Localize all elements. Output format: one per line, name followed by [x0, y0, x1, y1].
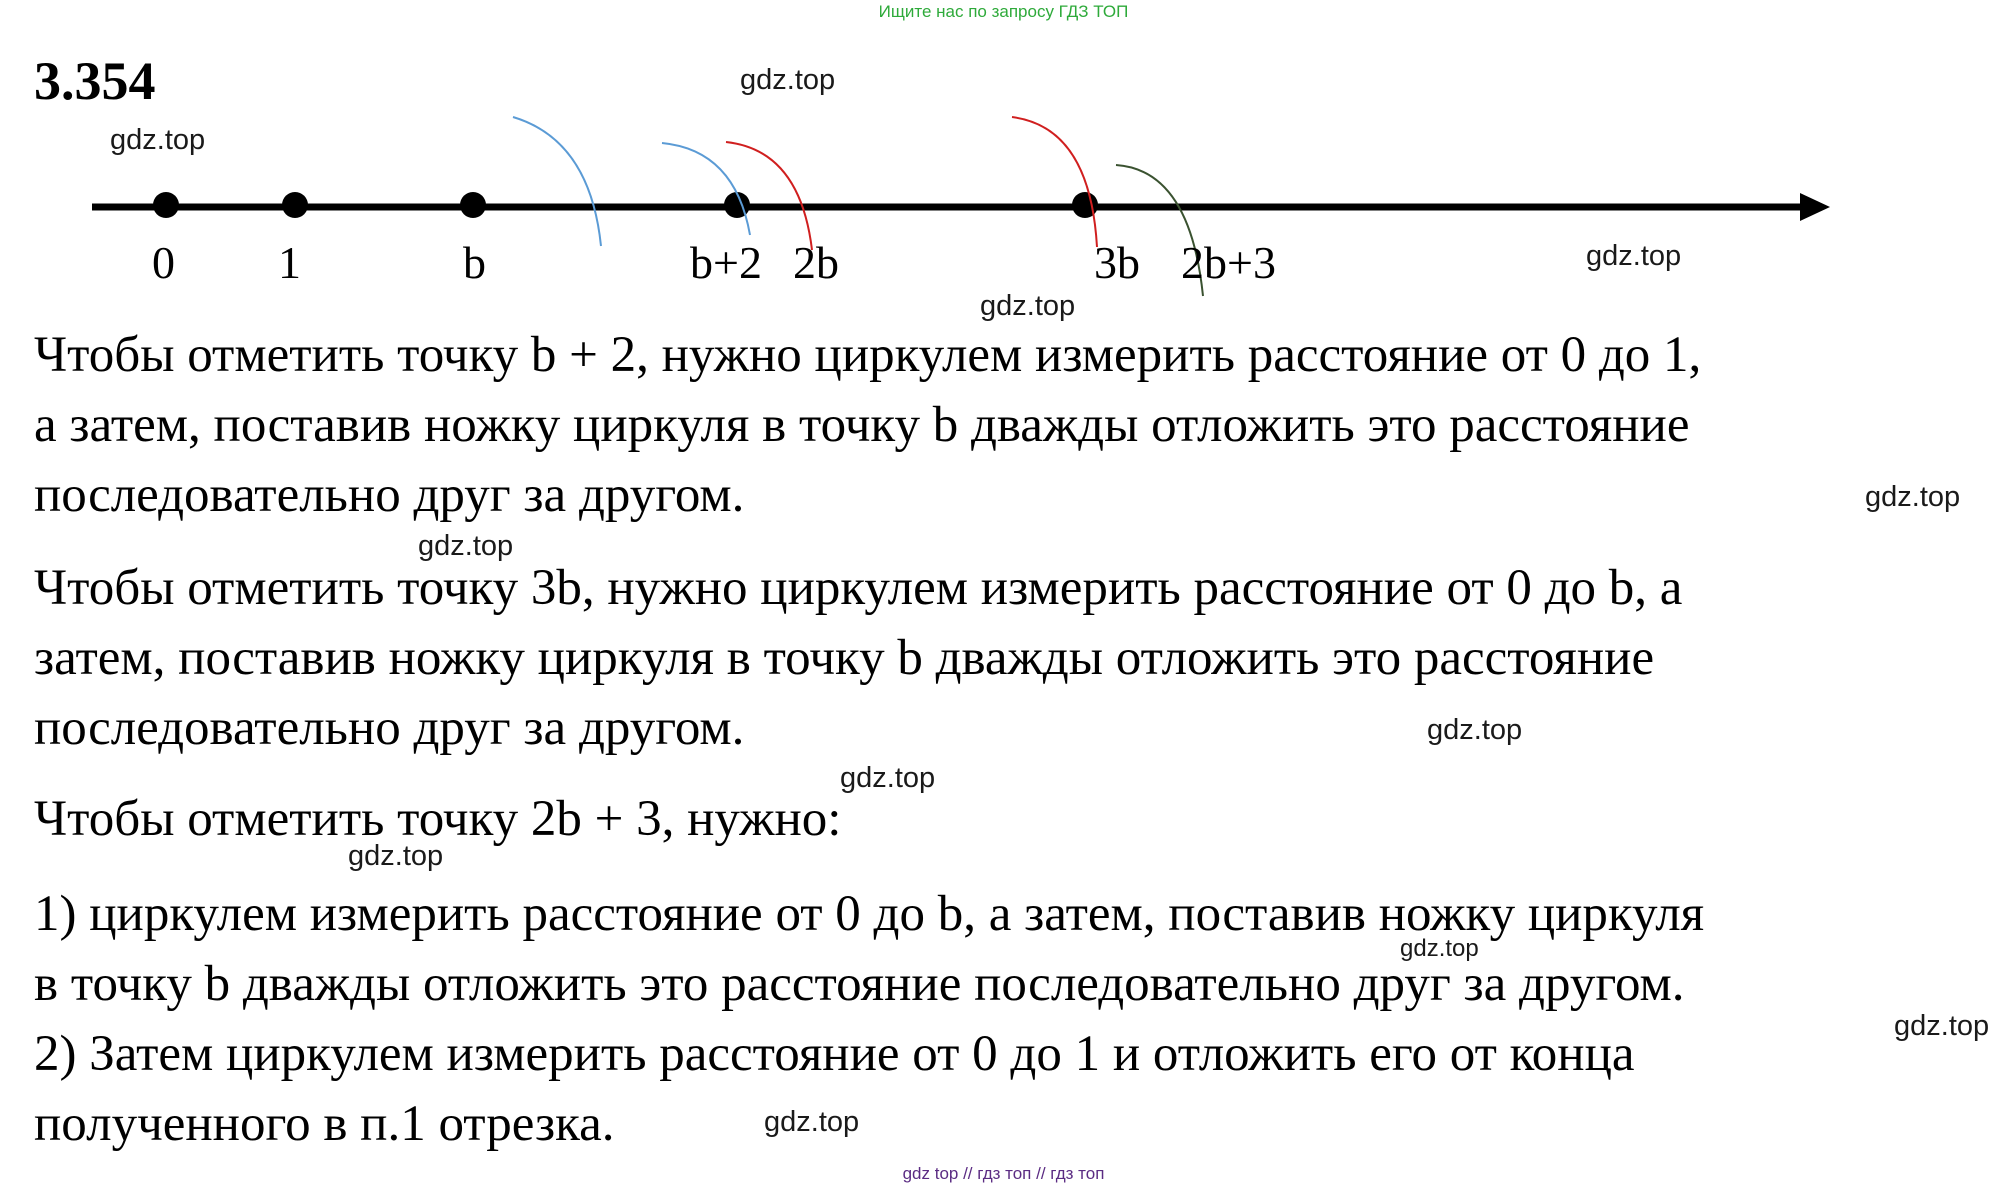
- text-line: полученного в п.1 отрезка.: [34, 1096, 615, 1152]
- watermark: gdz.top: [110, 124, 206, 156]
- watermark: gdz.top: [740, 64, 836, 96]
- watermark: gdz.top: [840, 762, 936, 794]
- compass-arc-blue-1: [513, 117, 601, 246]
- footer-links[interactable]: gdz top // гдз топ // гдз топ: [902, 1164, 1105, 1183]
- tick-label-b-plus-2: b+2: [690, 237, 762, 288]
- text-line: в точку b дважды отложить это расстояние последовательно друг за другом.: [34, 956, 1685, 1012]
- tick-label-1: 1: [278, 237, 301, 288]
- text-line: Чтобы отметить точку b + 2, нужно циркулем измерить расстояние от 0 до 1,: [34, 327, 1702, 383]
- watermark: gdz.top: [418, 530, 514, 562]
- tick-label-0: 0: [152, 237, 175, 288]
- watermark: gdz.top: [348, 840, 444, 872]
- watermark: gdz.top: [1894, 1010, 1990, 1042]
- watermark: gdz.top: [1427, 714, 1523, 746]
- text-line: а затем, поставив ножку циркуля в точку b дважды отложить это расстояние: [34, 397, 1690, 453]
- compass-arc-red-2: [1012, 117, 1097, 247]
- text-line: 1) циркулем измерить расстояние от 0 до b, а затем, поставив ножку циркуля: [34, 886, 1705, 942]
- text-line: последовательно друг за другом.: [34, 700, 745, 756]
- watermark: gdz.top: [1400, 935, 1479, 962]
- task-number: 3.354: [34, 51, 156, 111]
- point-b: [460, 192, 486, 218]
- solution-paragraph-b-plus-2: [34, 320, 1994, 530]
- text-line: последовательно друг за другом.: [34, 467, 745, 523]
- tick-label-2b: 2b: [793, 237, 839, 288]
- tick-label-b: b: [463, 237, 486, 288]
- solution-steps: [34, 879, 1994, 1159]
- solution-paragraph-2b-plus-3: [34, 784, 1994, 854]
- watermark: gdz.top: [1586, 240, 1682, 272]
- text-line: Чтобы отметить точку 3b, нужно циркулем измерить расстояние от 0 до b, а: [34, 560, 1683, 616]
- axis-arrow-icon: [1800, 193, 1830, 221]
- compass-arc-blue-2: [662, 143, 750, 235]
- text-line: 2) Затем циркулем измерить расстояние от 0 до 1 и отложить его от конца: [34, 1026, 1635, 1082]
- tick-label-2b-plus-3: 2b+3: [1181, 237, 1276, 288]
- number-line-figure: [0, 0, 2007, 320]
- solution-paragraph-3b: [34, 553, 1994, 763]
- watermark: gdz.top: [1865, 481, 1961, 513]
- watermark: gdz.top: [764, 1106, 860, 1138]
- watermark: gdz.top: [980, 290, 1076, 322]
- point-1: [282, 192, 308, 218]
- point-0: [153, 192, 179, 218]
- text-line: Чтобы отметить точку 2b + 3, нужно:: [34, 791, 842, 847]
- tick-label-3b: 3b: [1094, 237, 1140, 288]
- text-line: затем, поставив ножку циркуля в точку b дважды отложить это расстояние: [34, 630, 1655, 686]
- top-banner: Ищите нас по запросу ГДЗ ТОП: [878, 2, 1129, 21]
